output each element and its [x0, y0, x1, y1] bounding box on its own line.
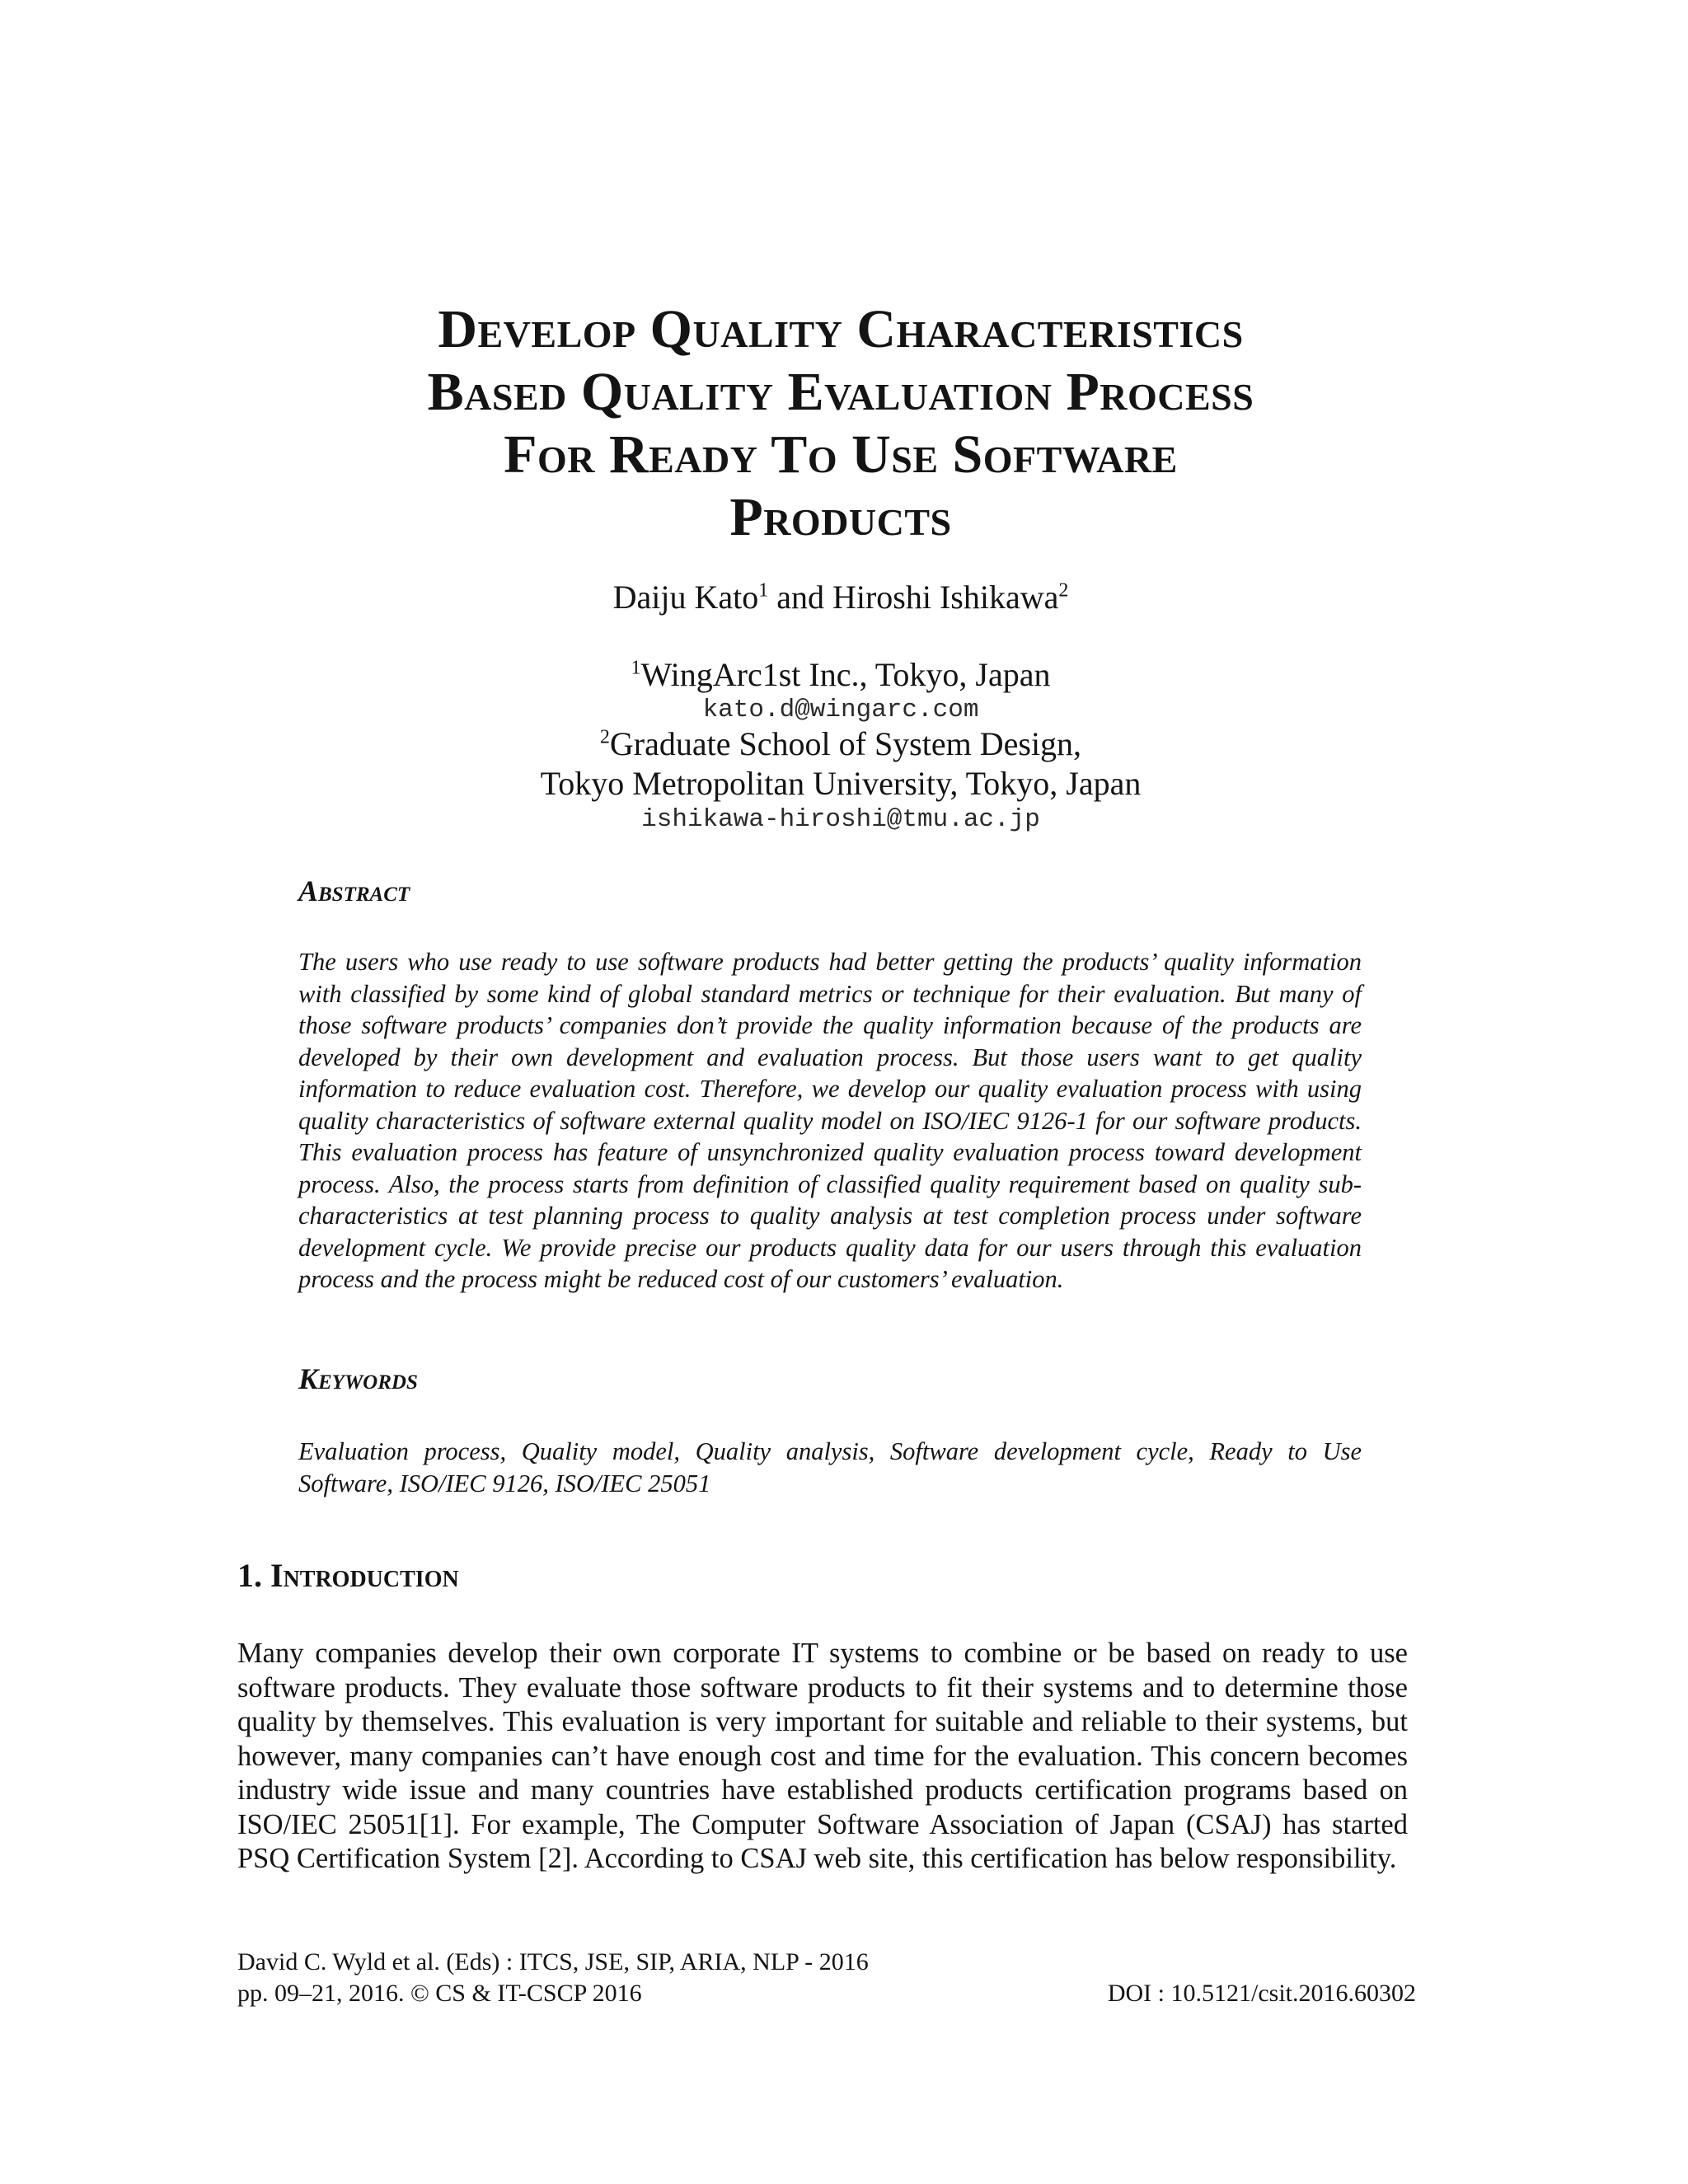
keywords-heading: Keywords [298, 1362, 418, 1395]
footer-pages-text: pp. 09–21, 2016. © CS & IT-CSCP 2016 [237, 1980, 642, 2007]
title-line-2: Based Quality Evaluation Process [427, 362, 1254, 422]
introduction-body: Many companies develop their own corporate IT systems to combine or be based on ready to use software products. They evaluate those software products to fit their systems and to determine those quality by themselves. This evaluation is very important for suitable and reliable to their systems, but however, many companies can’t have enough cost and time for the evaluation. This concern becomes industry wide issue and many countries have established products certification programs based on ISO/IEC 25051[1]. For example, The Computer Software Association of Japan (CSAJ) has started PSQ Certification System [2]. According to CSAJ web site, this certification has below responsibility. [237, 1638, 1408, 1874]
affiliation-2-line-1: Graduate School of System Design, [609, 725, 1082, 762]
title-line-3: For Ready To Use Software [504, 424, 1178, 485]
footer-doi: DOI : 10.5121/csit.2016.60302 [1107, 1980, 1416, 2007]
title-line-4: Products [729, 487, 952, 547]
footer-pages [237, 1978, 1416, 2009]
author-2-affil-mark: 2 [1058, 579, 1069, 602]
email-2: ishikawa-hiroshi@tmu.ac.jp [641, 805, 1040, 834]
keywords-body: Evaluation process, Quality model, Quality analysis, Software development cycle, Ready to Use Software, ISO/IEC 9126, ISO/IEC 25051 [298, 1437, 1362, 1497]
affiliation-1 [247, 656, 1434, 694]
author-1-affil-mark: 1 [758, 579, 769, 602]
paper-title [247, 298, 1434, 549]
affiliation-2 [247, 725, 1434, 763]
author-line [247, 577, 1434, 618]
title-line-1: Develop Quality Characteristics [438, 299, 1244, 359]
abstract-heading: Abstract [298, 874, 410, 907]
introduction-heading: 1. Introduction [237, 1557, 459, 1594]
affiliation-2-mark: 2 [599, 726, 610, 748]
abstract-body: The users who use ready to use software products had better getting the products’ quality information with classified by some kind of global standard metrics or technique for their evaluation. But many of those software products’ companies don’t provide the quality information because of the products are developed by their own development and evaluation process. But those users want to get quality information to reduce evaluation cost. Therefore, we develop our quality evaluation process with using quality characteristics of software external quality model on ISO/IEC 9126-1 for our software products. This evaluation process has feature of unsynchronized quality evaluation process toward development process. Also, the process starts from definition of classified quality requirement based on quality sub-characteristics at test planning process to quality analysis at test completion process under software development cycle. We provide precise our products quality data for our users through this evaluation process and the process might be reduced cost of our customers’ evaluation. [298, 948, 1362, 1293]
author-2-name: Hiroshi Ishikawa [832, 579, 1059, 616]
author-conjunction: and [768, 579, 832, 616]
affiliation-1-mark: 1 [631, 657, 641, 679]
footer-citation: David C. Wyld et al. (Eds) : ITCS, JSE, SIP, ARIA, NLP - 2016 [237, 1948, 869, 1975]
author-1-name: Daiju Kato [612, 579, 759, 616]
affiliation-1-text: WingArc1st Inc., Tokyo, Japan [640, 656, 1051, 693]
affiliation-2-line-2: Tokyo Metropolitan University, Tokyo, Japan [540, 765, 1142, 802]
email-1: kato.d@wingarc.com [702, 696, 979, 724]
